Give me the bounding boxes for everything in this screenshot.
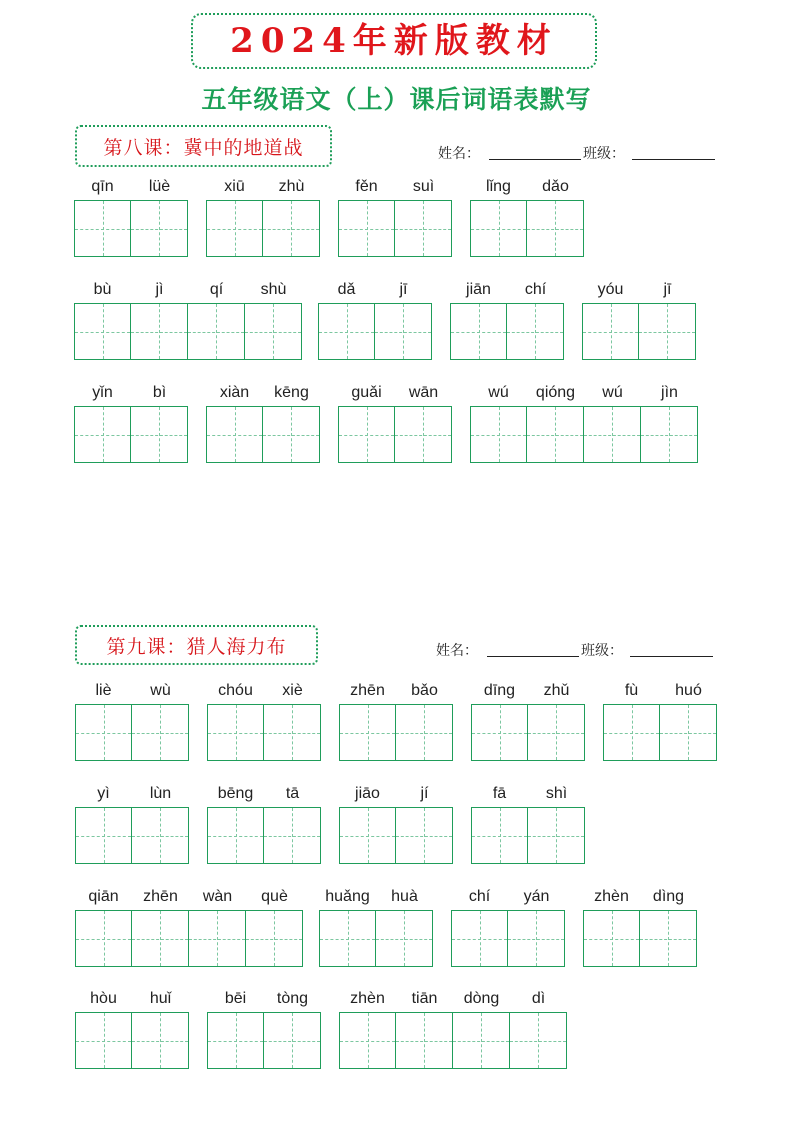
writing-box[interactable] xyxy=(206,406,263,463)
char-cell xyxy=(396,678,453,761)
char-cell xyxy=(339,986,396,1069)
writing-box[interactable] xyxy=(395,807,454,864)
pinyin-label: xiè xyxy=(282,682,303,699)
char-cell xyxy=(206,174,263,257)
name-label: 姓名： xyxy=(438,146,480,162)
writing-box[interactable] xyxy=(374,303,433,360)
writing-box[interactable] xyxy=(207,704,264,761)
writing-box[interactable] xyxy=(394,406,453,463)
char-cell xyxy=(263,380,320,463)
writing-box[interactable] xyxy=(188,910,247,967)
class-field[interactable] xyxy=(632,159,715,160)
char-cell xyxy=(528,678,585,761)
char-cell xyxy=(528,781,585,864)
writing-box[interactable] xyxy=(262,200,321,257)
char-cell xyxy=(470,380,527,463)
pinyin-label: jí xyxy=(420,785,429,802)
char-cell xyxy=(527,174,584,257)
writing-box[interactable] xyxy=(130,200,189,257)
lesson-title-8: 第八课：冀中的地道战 xyxy=(75,125,332,167)
char-cell xyxy=(339,781,396,864)
writing-box[interactable] xyxy=(506,303,565,360)
pinyin-label: yóu xyxy=(597,281,624,298)
char-cell xyxy=(318,277,375,360)
writing-box[interactable] xyxy=(583,910,640,967)
word-grid xyxy=(207,678,321,761)
char-cell xyxy=(131,277,188,360)
char-cell xyxy=(584,380,641,463)
word-grid xyxy=(339,781,453,864)
char-cell xyxy=(660,678,717,761)
char-cell xyxy=(508,884,565,967)
char-cell xyxy=(507,277,564,360)
pinyin-label: yǐn xyxy=(92,384,113,401)
pinyin-label: qīn xyxy=(91,178,114,195)
writing-box[interactable] xyxy=(206,200,263,257)
word-grid xyxy=(319,884,433,967)
pinyin-label: kēng xyxy=(274,384,309,401)
writing-box[interactable] xyxy=(638,303,697,360)
char-cell xyxy=(471,678,528,761)
writing-box[interactable] xyxy=(395,704,454,761)
writing-box[interactable] xyxy=(75,910,132,967)
pinyin-label: chí xyxy=(468,888,491,905)
char-cell xyxy=(207,781,264,864)
pinyin-label: bǎo xyxy=(411,682,438,699)
char-cell xyxy=(453,986,510,1069)
word-grid xyxy=(318,277,432,360)
writing-box[interactable] xyxy=(526,406,585,463)
pinyin-label: fěn xyxy=(355,178,378,195)
writing-box[interactable] xyxy=(75,807,132,864)
word-grid xyxy=(207,986,321,1069)
title-box xyxy=(191,13,597,69)
writing-box[interactable] xyxy=(262,406,321,463)
char-cell xyxy=(376,884,433,967)
writing-box[interactable] xyxy=(318,303,375,360)
writing-box[interactable] xyxy=(319,910,376,967)
char-cell xyxy=(450,277,507,360)
writing-box[interactable] xyxy=(130,406,189,463)
word-grid xyxy=(75,781,189,864)
pinyin-label: què xyxy=(261,888,288,905)
pinyin-label: zhēn xyxy=(143,888,178,905)
pinyin-label: lǐng xyxy=(486,178,511,195)
writing-box[interactable] xyxy=(263,704,322,761)
pinyin-label: fù xyxy=(624,682,639,699)
pinyin-label: hòu xyxy=(90,990,117,1007)
char-cell xyxy=(510,986,567,1069)
word-grid xyxy=(206,380,320,463)
pinyin-label: shù xyxy=(260,281,287,298)
char-cell xyxy=(471,781,528,864)
char-cell xyxy=(582,277,639,360)
writing-box[interactable] xyxy=(245,910,304,967)
pinyin-label: xiū xyxy=(224,178,245,195)
pinyin-label: wàn xyxy=(202,888,233,905)
char-cell xyxy=(339,678,396,761)
writing-box[interactable] xyxy=(640,406,699,463)
char-cell xyxy=(395,380,452,463)
char-cell xyxy=(639,277,696,360)
pinyin-label: bēng xyxy=(217,785,254,802)
writing-box[interactable] xyxy=(187,303,246,360)
word-grid xyxy=(583,884,697,967)
writing-box[interactable] xyxy=(526,200,585,257)
pinyin-label: dòng xyxy=(463,990,500,1007)
char-cell xyxy=(338,174,395,257)
char-cell xyxy=(246,884,303,967)
word-grid xyxy=(338,174,452,257)
pinyin-label: zhǔ xyxy=(543,682,570,699)
char-cell xyxy=(527,380,584,463)
pinyin-label: zhèn xyxy=(594,888,629,905)
char-cell xyxy=(132,986,189,1069)
writing-box[interactable] xyxy=(450,303,507,360)
word-grid xyxy=(339,678,453,761)
pinyin-label: qióng xyxy=(535,384,576,401)
name-class-fields-9 xyxy=(0,640,793,660)
pinyin-label: dìng xyxy=(652,888,685,905)
char-cell xyxy=(375,277,432,360)
writing-box[interactable] xyxy=(339,807,396,864)
word-grid xyxy=(471,781,585,864)
char-cell xyxy=(207,986,264,1069)
word-grid xyxy=(207,781,321,864)
char-cell xyxy=(75,678,132,761)
pinyin-label: zhēn xyxy=(350,682,385,699)
word-grid xyxy=(582,277,696,360)
pinyin-label: wú xyxy=(602,384,623,401)
pinyin-label: lùn xyxy=(149,785,172,802)
name-field[interactable] xyxy=(489,159,581,160)
writing-box[interactable] xyxy=(451,910,508,967)
pinyin-label: dǎo xyxy=(542,178,569,195)
char-cell xyxy=(75,884,132,967)
char-cell xyxy=(338,380,395,463)
writing-box[interactable] xyxy=(471,807,528,864)
word-grid xyxy=(75,986,189,1069)
pinyin-label: huǎng xyxy=(325,888,370,905)
name-class-fields-8 xyxy=(0,143,793,163)
pinyin-label: dīng xyxy=(483,682,516,699)
word-grid xyxy=(470,380,698,463)
char-cell xyxy=(264,986,321,1069)
writing-box[interactable] xyxy=(74,303,131,360)
name-label: 姓名： xyxy=(436,643,478,659)
char-cell xyxy=(132,781,189,864)
char-cell xyxy=(264,781,321,864)
writing-box[interactable] xyxy=(207,1012,264,1069)
char-cell xyxy=(207,678,264,761)
pinyin-label: tā xyxy=(285,785,300,802)
writing-box[interactable] xyxy=(244,303,303,360)
char-cell xyxy=(132,884,189,967)
pinyin-label: bēi xyxy=(224,990,247,1007)
pinyin-label: tòng xyxy=(276,990,309,1007)
writing-box[interactable] xyxy=(131,910,190,967)
word-grid xyxy=(450,277,564,360)
char-cell xyxy=(132,678,189,761)
word-grid xyxy=(339,986,567,1069)
pinyin-label: jī xyxy=(399,281,408,298)
writing-box[interactable] xyxy=(527,807,586,864)
pinyin-label: jī xyxy=(663,281,672,298)
pinyin-label: yán xyxy=(523,888,550,905)
writing-box[interactable] xyxy=(603,704,660,761)
writing-box[interactable] xyxy=(394,200,453,257)
writing-box[interactable] xyxy=(207,807,264,864)
writing-box[interactable] xyxy=(470,406,527,463)
word-grid xyxy=(338,380,452,463)
word-grid xyxy=(75,678,189,761)
class-label: 班级： xyxy=(581,643,623,659)
lesson-title-9: 第九课：猎人海力布 xyxy=(75,625,318,665)
writing-box[interactable] xyxy=(131,1012,190,1069)
writing-box[interactable] xyxy=(639,910,698,967)
char-cell xyxy=(583,884,640,967)
writing-box[interactable] xyxy=(263,807,322,864)
pinyin-label: tiān xyxy=(411,990,438,1007)
writing-box[interactable] xyxy=(75,704,132,761)
word-grid xyxy=(74,380,188,463)
char-cell xyxy=(395,174,452,257)
char-cell xyxy=(470,174,527,257)
char-cell xyxy=(75,986,132,1069)
writing-box[interactable] xyxy=(130,303,189,360)
writing-box[interactable] xyxy=(582,303,639,360)
pinyin-label: huó xyxy=(675,682,702,699)
name-field[interactable] xyxy=(487,656,579,657)
writing-box[interactable] xyxy=(131,807,190,864)
pinyin-label: fā xyxy=(492,785,507,802)
writing-box[interactable] xyxy=(75,1012,132,1069)
pinyin-label: huà xyxy=(391,888,418,905)
pinyin-label: wú xyxy=(488,384,509,401)
pinyin-label: bì xyxy=(152,384,167,401)
char-cell xyxy=(189,884,246,967)
pinyin-label: zhù xyxy=(278,178,305,195)
pinyin-label: guǎi xyxy=(351,384,382,401)
word-grid xyxy=(603,678,717,761)
pinyin-label: chóu xyxy=(218,682,253,699)
writing-box[interactable] xyxy=(339,704,396,761)
pinyin-label: wù xyxy=(150,682,171,699)
char-cell xyxy=(74,174,131,257)
writing-box[interactable] xyxy=(583,406,642,463)
char-cell xyxy=(264,678,321,761)
char-cell xyxy=(263,174,320,257)
pinyin-label: suì xyxy=(412,178,435,195)
char-cell xyxy=(451,884,508,967)
writing-box[interactable] xyxy=(509,1012,568,1069)
writing-box[interactable] xyxy=(659,704,718,761)
writing-box[interactable] xyxy=(527,704,586,761)
pinyin-label: qiān xyxy=(88,888,119,905)
writing-box[interactable] xyxy=(375,910,434,967)
char-cell xyxy=(640,884,697,967)
pinyin-label: shì xyxy=(545,785,568,802)
writing-box[interactable] xyxy=(471,704,528,761)
class-label: 班级： xyxy=(583,146,625,162)
pinyin-label: yì xyxy=(97,785,110,802)
page-title: 2024年新版教材 xyxy=(230,21,558,61)
writing-box[interactable] xyxy=(131,704,190,761)
writing-box[interactable] xyxy=(395,1012,454,1069)
char-cell xyxy=(641,380,698,463)
writing-box[interactable] xyxy=(470,200,527,257)
word-grid xyxy=(470,174,584,257)
word-grid xyxy=(74,174,188,257)
pinyin-label: xiàn xyxy=(219,384,250,401)
pinyin-label: huǐ xyxy=(149,990,172,1007)
word-grid xyxy=(451,884,565,967)
char-cell xyxy=(245,277,302,360)
char-cell xyxy=(396,781,453,864)
pinyin-label: zhèn xyxy=(350,990,385,1007)
pinyin-label: dǎ xyxy=(337,281,356,298)
pinyin-label: qí xyxy=(209,281,224,298)
writing-box[interactable] xyxy=(338,406,395,463)
word-grid xyxy=(471,678,585,761)
char-cell xyxy=(74,380,131,463)
writing-box[interactable] xyxy=(452,1012,511,1069)
char-cell xyxy=(75,781,132,864)
pinyin-label: jìn xyxy=(661,384,678,401)
char-cell xyxy=(131,174,188,257)
word-grid xyxy=(75,884,303,967)
writing-box[interactable] xyxy=(74,406,131,463)
pinyin-label: lüè xyxy=(148,178,171,195)
char-cell xyxy=(319,884,376,967)
pinyin-label: liè xyxy=(95,682,112,699)
pinyin-label: wān xyxy=(408,384,439,401)
pinyin-label: dì xyxy=(531,990,546,1007)
class-field[interactable] xyxy=(630,656,713,657)
word-grid xyxy=(206,174,320,257)
pinyin-label: bù xyxy=(93,281,112,298)
word-grid xyxy=(74,277,302,360)
page-subtitle: 五年级语文（上）课后词语表默写 xyxy=(201,85,592,114)
char-cell xyxy=(188,277,245,360)
writing-box[interactable] xyxy=(338,200,395,257)
pinyin-label: chí xyxy=(524,281,547,298)
pinyin-label: jiān xyxy=(466,281,491,298)
char-cell xyxy=(603,678,660,761)
char-cell xyxy=(131,380,188,463)
char-cell xyxy=(74,277,131,360)
char-cell xyxy=(206,380,263,463)
writing-box[interactable] xyxy=(74,200,131,257)
writing-box[interactable] xyxy=(339,1012,396,1069)
pinyin-label: jì xyxy=(155,281,164,298)
pinyin-label: jiāo xyxy=(355,785,380,802)
writing-box[interactable] xyxy=(507,910,566,967)
char-cell xyxy=(396,986,453,1069)
writing-box[interactable] xyxy=(263,1012,322,1069)
